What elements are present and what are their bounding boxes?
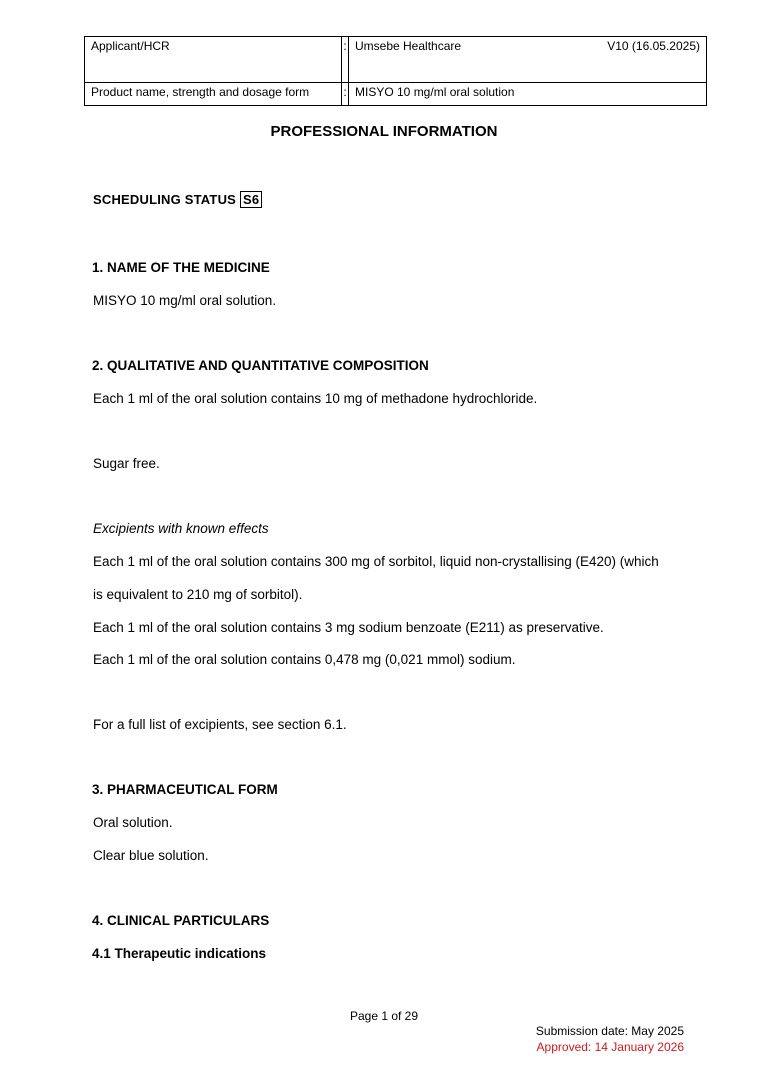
section-3-heading: 3. PHARMACEUTICAL FORM bbox=[92, 782, 278, 797]
section-1-text: MISYO 10 mg/ml oral solution. bbox=[93, 293, 277, 308]
version-label: V10 (16.05.2025) bbox=[607, 39, 700, 53]
scheduling-status bbox=[93, 192, 262, 207]
header-row-applicant bbox=[85, 37, 707, 83]
footer-dates bbox=[536, 1023, 684, 1055]
submission-date: Submission date: May 2025 bbox=[535, 1024, 684, 1038]
excipients-subheading: Excipients with known effects bbox=[93, 521, 269, 536]
product-value: MISYO 10 mg/ml oral solution bbox=[349, 83, 707, 106]
schedule-badge: S6 bbox=[240, 191, 262, 208]
applicant-value: Umsebe Healthcare bbox=[355, 39, 462, 53]
sodium-text: Each 1 ml of the oral solution contains 0,478 mg (0,021 mmol) sodium. bbox=[93, 652, 516, 667]
excipients-reference-text: For a full list of excipients, see section 6.1. bbox=[93, 717, 347, 732]
section-1-heading: 1. NAME OF THE MEDICINE bbox=[92, 260, 270, 275]
oral-solution-text: Oral solution. bbox=[93, 815, 173, 830]
sugar-free-text: Sugar free. bbox=[93, 456, 160, 471]
approved-date: Approved: 14 January 2026 bbox=[536, 1040, 684, 1054]
document-title: PROFESSIONAL INFORMATION bbox=[270, 123, 498, 140]
header-row-product bbox=[85, 83, 707, 106]
benzoate-text: Each 1 ml of the oral solution contains 3 mg sodium benzoate (E211) as preservative. bbox=[93, 620, 604, 635]
section-4-heading: 4. CLINICAL PARTICULARS bbox=[92, 913, 270, 928]
applicant-label: Applicant/HCR bbox=[85, 37, 342, 83]
colon-separator: : bbox=[342, 37, 349, 83]
applicant-cell bbox=[349, 37, 707, 83]
sorbitol-text-line2: is equivalent to 210 mg of sorbitol). bbox=[93, 587, 303, 602]
section-4-1-heading: 4.1 Therapeutic indications bbox=[92, 946, 267, 961]
colon-separator: : bbox=[342, 83, 349, 106]
header-table bbox=[84, 36, 707, 106]
composition-text: Each 1 ml of the oral solution contains 10 mg of methadone hydrochloride. bbox=[93, 391, 538, 406]
page-number: Page 1 of 29 bbox=[349, 1009, 419, 1023]
sorbitol-text-line1: Each 1 ml of the oral solution contains 300 mg of sorbitol, liquid non-crystallising (E420) (which bbox=[93, 554, 659, 569]
clear-blue-text: Clear blue solution. bbox=[93, 848, 209, 863]
scheduling-label: SCHEDULING STATUS bbox=[93, 192, 237, 207]
product-label: Product name, strength and dosage form bbox=[85, 83, 342, 106]
section-2-heading: 2. QUALITATIVE AND QUANTITATIVE COMPOSITION bbox=[92, 358, 429, 373]
